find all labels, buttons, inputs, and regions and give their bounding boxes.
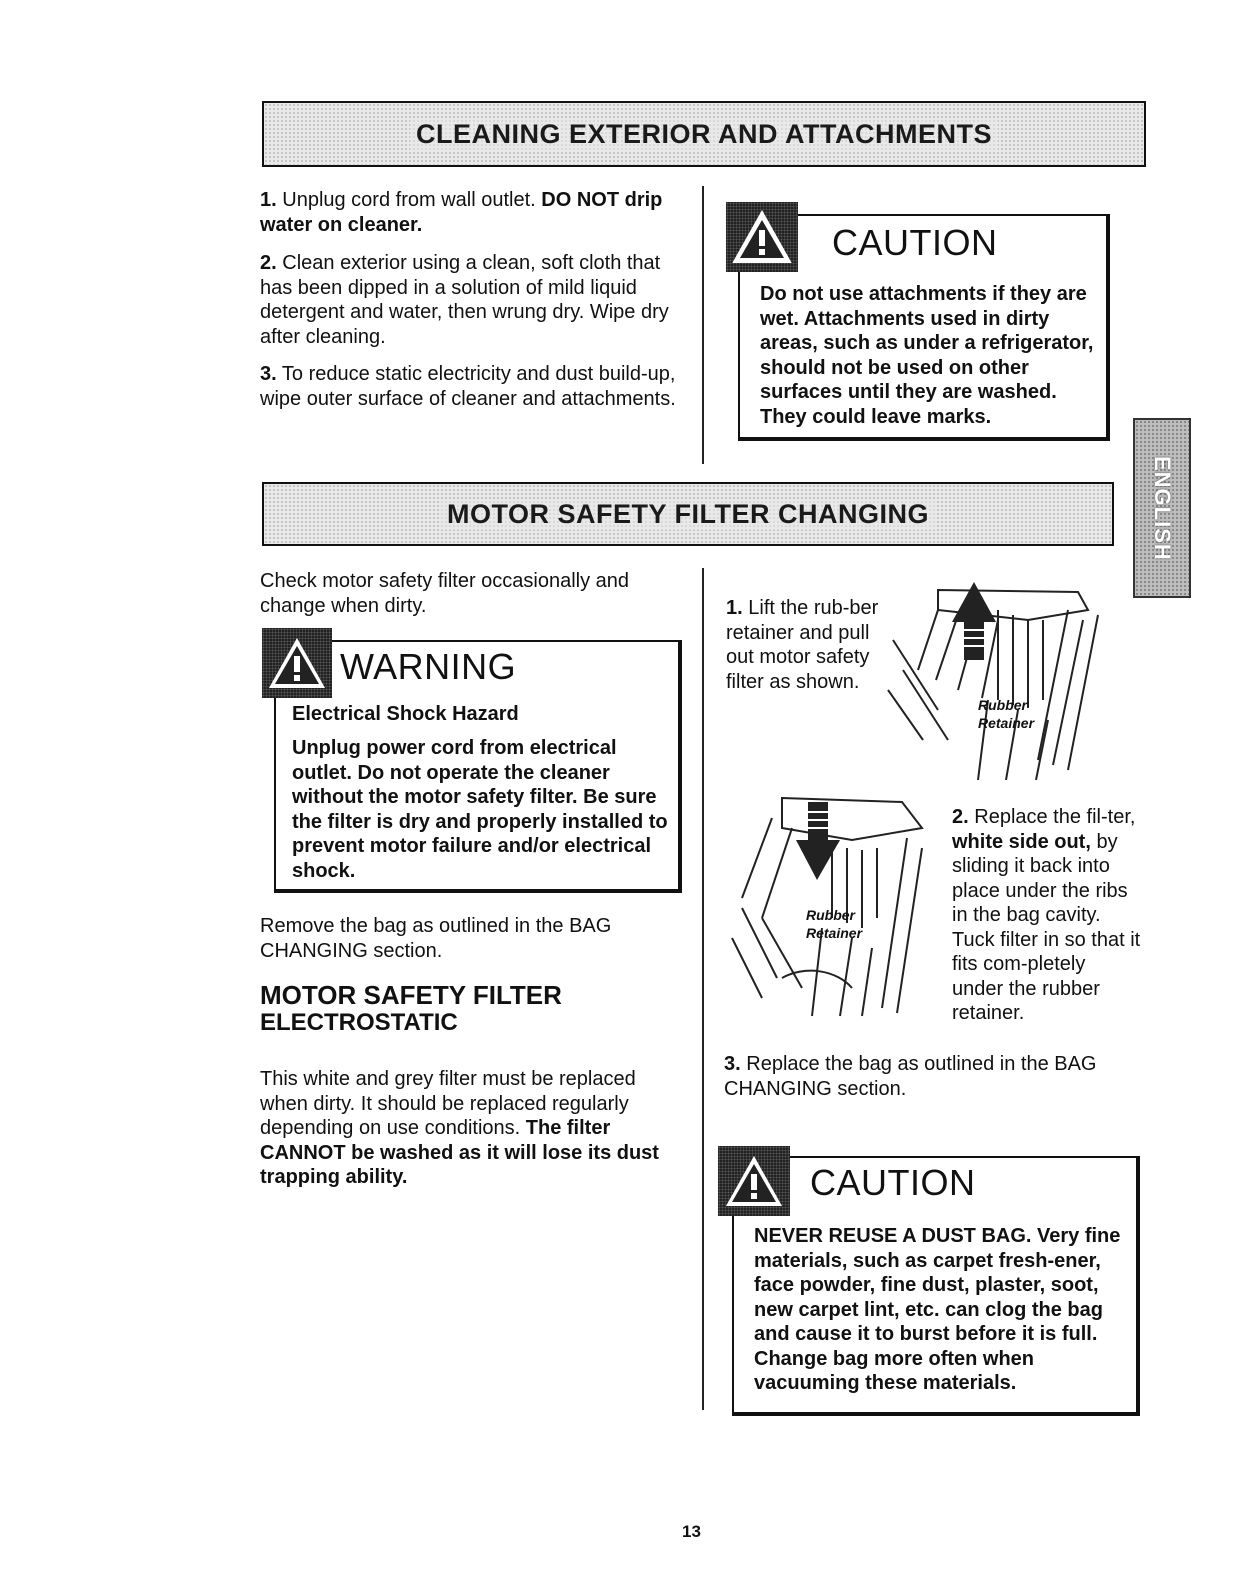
caution-title: CAUTION [832,222,998,263]
filter-step-3: 3. Replace the bag as outlined in the BAG CHANGING section. [724,1053,1097,1100]
retainer-label-1: Retainer [978,715,1035,731]
caution-warning-icon [726,202,798,272]
filter-step-1: 1. Lift the rub-ber retainer and pull out motor safety filter as shown. [726,597,879,693]
cleaning-step-2: 2. Clean exterior using a clean, soft cloth that has been dipped in a solution of mild liquid detergent and water, then wrung dry. Wipe dry after cleaning. [260,252,669,348]
retainer-label-2: Retainer [806,925,863,941]
cleaning-step-3: 3. To reduce static electricity and dust build-up, wipe outer surface of cleaner and attachments. [260,363,676,410]
rubber-label-2: Rubber [806,907,855,923]
section-banner-motor-filter [262,482,1114,546]
electrostatic-description: This white and grey filter must be replaced when dirty. It should be replaced regularly depending on use conditions. The filter CANNOT be washed as it will lose its dust trapping ability. [260,1068,659,1188]
column-divider-top [702,186,704,464]
page-number: 13 [682,1522,701,1541]
rubber-label-1: Rubber [978,697,1027,713]
section-banner-cleaning [262,101,1146,167]
warning-box [274,640,682,893]
caution2-title: CAUTION [810,1162,976,1203]
caution-body: Do not use attachments if they are wet. Attachments used in dirty areas, such as under a refrigerator, should not be used on other surfaces until they are washed. They could leave marks. [760,283,1094,428]
filter-step-2: 2. Replace the fil-ter, white side out, by sliding it back into place under the ribs in the bag cavity. Tuck filter in so that it fits com-pletely under the rubber retainer. [952,806,1141,1024]
warning-title: WARNING [340,646,517,687]
remove-bag-text: Remove the bag as outlined in the BAG CHANGING section. [260,915,612,962]
section-title-cleaning: CLEANING EXTERIOR AND ATTACHMENTS [410,119,998,150]
warning-body: Unplug power cord from electrical outlet. Do not operate the cleaner without the motor safety filter. Be sure the filter is dry and properly installed to prevent motor failure and/or electrical shock. [292,737,668,882]
caution2-body: NEVER REUSE A DUST BAG. Very fine materials, such as carpet fresh-ener, face powder, fine dust, plaster, soot, new carpet lint, etc. can clog the bag and cause it to burst before it is full. Change bag more often when vacuuming these materials. [754,1225,1121,1394]
filter-removal-illustration [878,580,1108,780]
caution2-warning-icon [718,1146,790,1216]
filter-replace-illustration [722,788,942,1018]
warning-subtitle: Electrical Shock Hazard [292,703,519,725]
heading-line-2: ELECTROSTATIC [260,1009,458,1036]
section-title-motor-filter: MOTOR SAFETY FILTER CHANGING [441,499,935,530]
column-divider-bottom [702,568,704,1410]
heading-line-1: MOTOR SAFETY FILTER [260,980,562,1010]
electrostatic-heading [260,981,680,1037]
filter-intro: Check motor safety filter occasionally and change when dirty. [260,570,630,617]
language-tab-english[interactable] [1133,418,1191,598]
caution-box-dust-bag [732,1156,1140,1416]
cleaning-step-1: 1. Unplug cord from wall outlet. DO NOT drip water on cleaner. [260,189,663,236]
language-tab-label: ENGLISH [1150,455,1175,561]
warning-icon [262,628,332,698]
